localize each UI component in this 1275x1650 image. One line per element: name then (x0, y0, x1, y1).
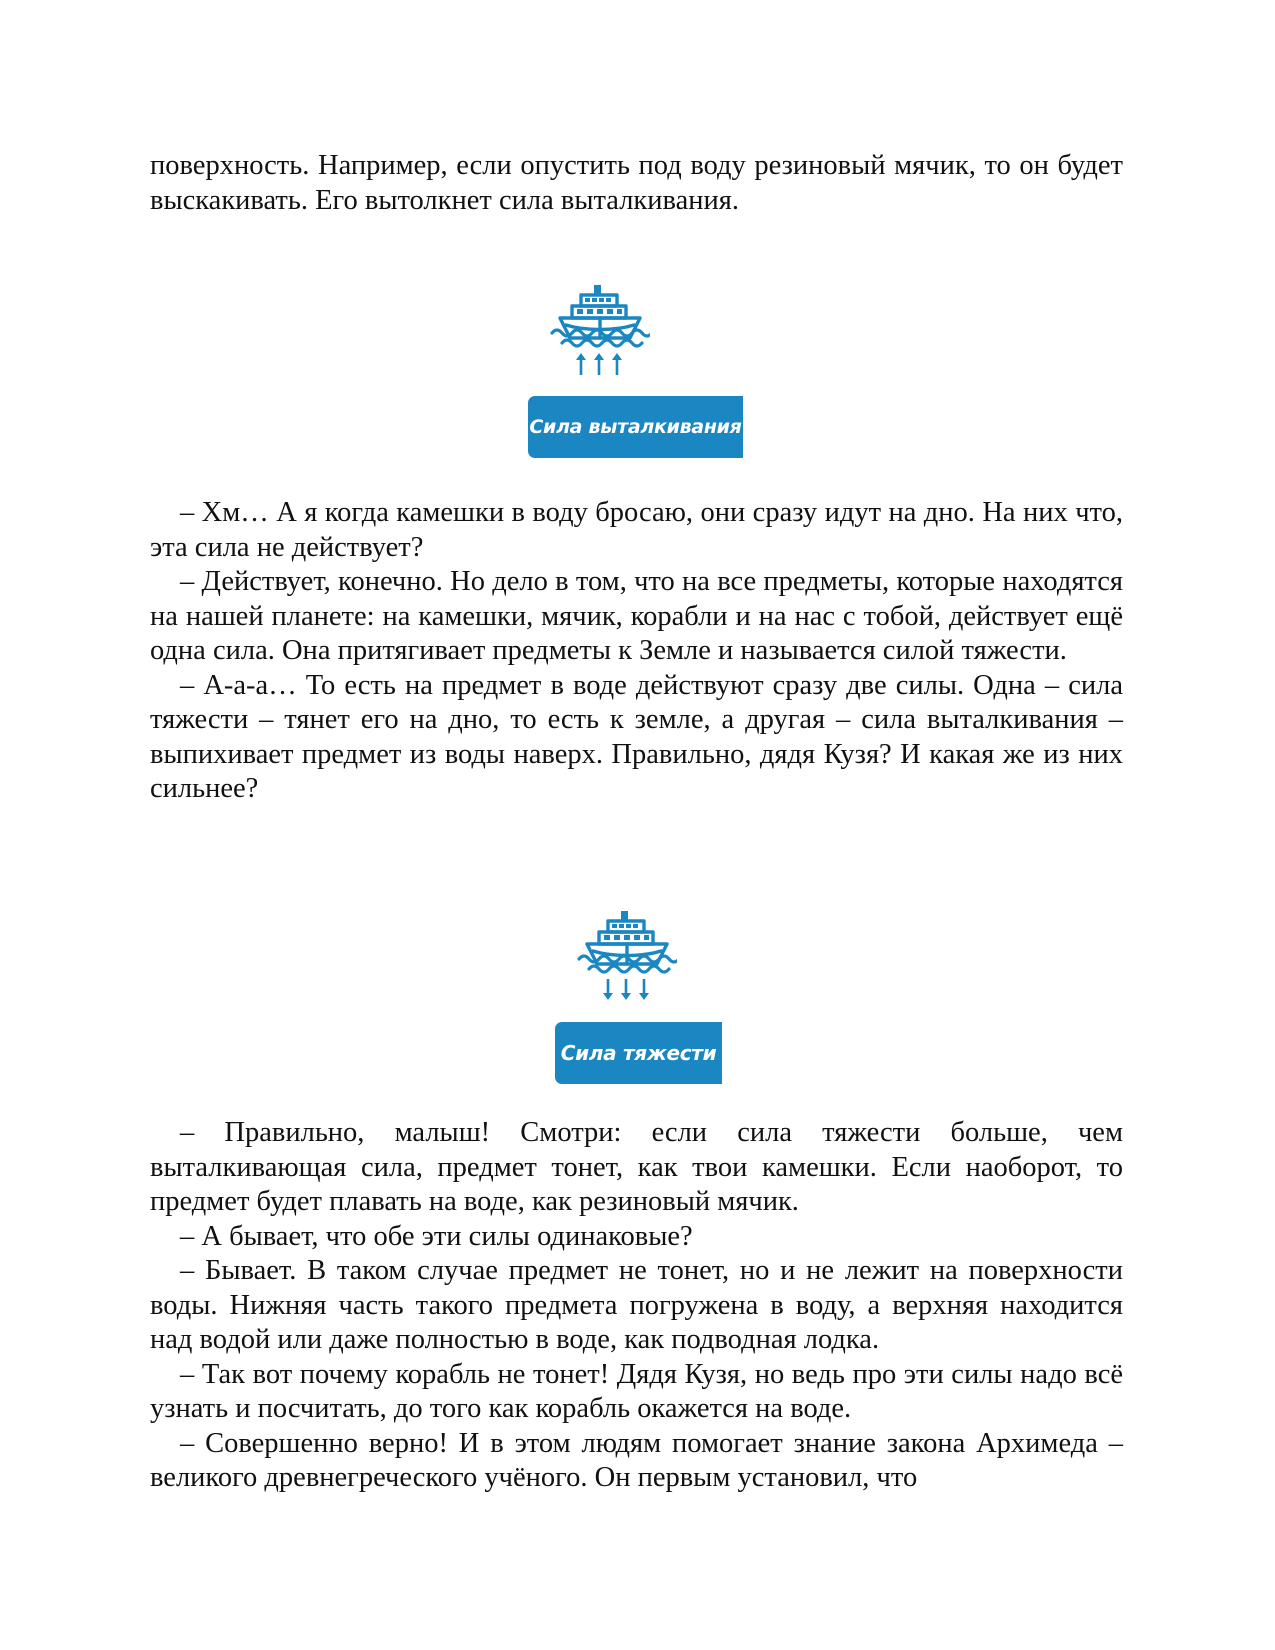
gravity-figure (552, 909, 812, 1089)
paragraph: – Действует, конечно. Но дело в том, что на все предметы, которые находятся на нашей планете: на камешки, мячик, корабли и на нас с тобой, действует ещё одна сила. Она притягивает предметы к Земле и называется силой тяжести. (150, 566, 1123, 666)
paragraph: – А-а-а… То есть на предмет в воде действуют сразу две силы. Одна – сила тяжести – тянет его на дно, то есть к земле, а другая – сила выталкивания – выпихивает предмет из воды наверх. Правильно, дядя Кузя? И какая же из них сильнее? (150, 669, 1123, 804)
paragraph: – Бывает. В таком случае предмет не тонет, но и не лежит на поверхности воды. Нижняя часть такого предмета погружена в воду, а верхняя находится над водой или даже полностью в воде, как подводная лодка. (150, 1255, 1123, 1355)
figure-caption: Сила выталкивания (528, 396, 743, 458)
paragraph: – Хм… А я когда камешки в воду бросаю, они сразу идут на дно. На них что, эта сила не действует? (150, 497, 1123, 563)
middle-text-block (150, 496, 1123, 807)
ship-arrows-up-icon (550, 283, 650, 378)
top-text-block (150, 149, 1123, 218)
ship-arrows-down-icon (577, 909, 677, 1004)
paragraph: – А бывает, что обе эти силы одинаковые? (180, 1220, 693, 1252)
paragraph: – Правильно, малыш! Смотри: если сила тяжести больше, чем выталкивающая сила, предмет тонет, как твои камешки. Если наоборот, то предмет будет плавать на воде, как резиновый мячик. (150, 1117, 1123, 1217)
paragraph: – Так вот почему корабль не тонет! Дядя Кузя, но ведь про эти силы надо всё узнать и посчитать, до того как корабль окажется на воде. (150, 1358, 1123, 1424)
figure-caption: Сила тяжести (555, 1022, 722, 1084)
paragraph: – Совершенно верно! И в этом людям помогает знание закона Архимеда – великого древнегреческого учёного. Он первым установил, что (150, 1427, 1123, 1493)
paragraph: поверхность. Например, если опустить под воду резиновый мячик, то он будет выскакивать. Его вытолкнет сила выталкивания. (150, 150, 1123, 216)
buoyancy-figure (525, 283, 785, 463)
bottom-text-block (150, 1116, 1123, 1496)
